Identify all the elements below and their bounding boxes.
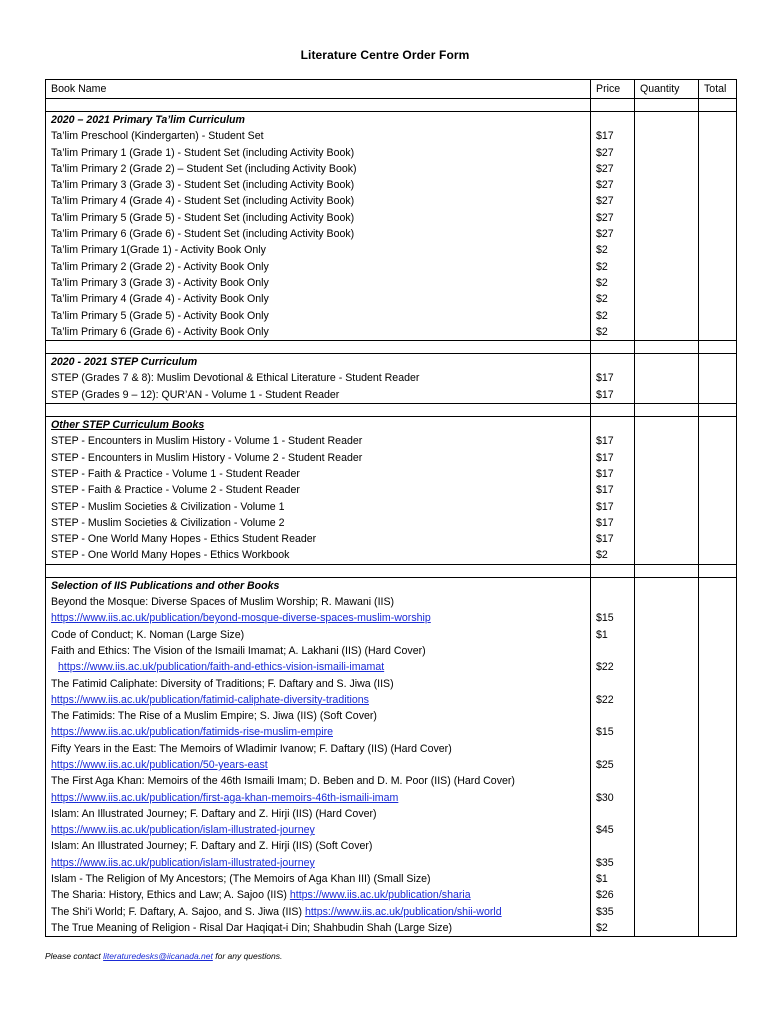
publication-link[interactable]: https://www.iis.ac.uk/publication/faith-and-ethics-vision-ismaili-imamat xyxy=(58,661,385,674)
book-title xyxy=(51,161,585,177)
book-title xyxy=(51,515,585,531)
book-price: $26 xyxy=(596,889,614,902)
book-price: $1 xyxy=(596,628,608,641)
footer-suffix: for any questions. xyxy=(212,951,283,961)
section-block xyxy=(46,112,737,341)
book-title-text: STEP - Encounters in Muslim History - Volume 1 - Student Reader xyxy=(51,435,363,448)
spacer-row xyxy=(46,564,737,577)
publication-link[interactable]: https://www.iis.ac.uk/publication/islam-illustrated-journey xyxy=(51,824,315,837)
spacer-cell xyxy=(591,341,635,354)
price-spacer xyxy=(596,594,629,610)
book-price: $17 xyxy=(596,130,614,143)
book-title xyxy=(51,806,585,822)
book-title xyxy=(51,291,585,307)
book-cell xyxy=(46,417,591,565)
book-title xyxy=(51,226,585,242)
price-spacer xyxy=(596,354,629,370)
book-price: $2 xyxy=(596,276,608,289)
spacer-cell xyxy=(591,404,635,417)
book-title xyxy=(51,177,585,193)
spacer-cell xyxy=(635,341,699,354)
price-spacer xyxy=(596,838,629,854)
book-price: $2 xyxy=(596,325,608,338)
spacer-cell xyxy=(46,404,591,417)
book-title-text: Ta’lim Primary 2 (Grade 2) – Student Set (including Activity Book) xyxy=(51,162,357,175)
book-title-text: The Fatimids: The Rise of a Muslim Empire; S. Jiwa (IIS) (Soft Cover) xyxy=(51,710,377,723)
book-link-line xyxy=(51,610,585,626)
book-title-text: Ta’lim Primary 5 (Grade 5) - Student Set (including Activity Book) xyxy=(51,211,355,224)
quantity-cell[interactable] xyxy=(635,112,699,341)
spacer-cell xyxy=(635,404,699,417)
book-title xyxy=(51,741,585,757)
book-title-text: Beyond the Mosque: Diverse Spaces of Muslim Worship; R. Mawani (IIS) xyxy=(51,596,395,609)
contact-email-link[interactable]: literaturedesks@iicanada.net xyxy=(103,951,213,961)
section-block xyxy=(46,417,737,565)
book-title-text: STEP (Grades 9 – 12): QUR’AN - Volume 1 - Student Reader xyxy=(51,388,340,401)
spacer-cell xyxy=(635,99,699,112)
book-price: $2 xyxy=(596,293,608,306)
book-title-text: Ta’lim Primary 4 (Grade 4) - Activity Book Only xyxy=(51,293,269,306)
spacer-cell xyxy=(699,341,737,354)
price-spacer xyxy=(596,806,629,822)
book-title xyxy=(51,242,585,258)
publication-link[interactable]: https://www.iis.ac.uk/publication/fatimids-rise-muslim-empire xyxy=(51,726,333,739)
book-title xyxy=(51,643,585,659)
book-title xyxy=(51,193,585,209)
book-title xyxy=(51,920,585,936)
book-price: $2 xyxy=(596,260,608,273)
footer-prefix: Please contact xyxy=(45,951,104,961)
book-title xyxy=(51,450,585,466)
book-price: $2 xyxy=(596,309,608,322)
price-spacer xyxy=(596,741,629,757)
book-title xyxy=(51,627,585,643)
book-title xyxy=(51,838,585,854)
book-title xyxy=(51,466,585,482)
order-body xyxy=(46,99,737,937)
book-price: $22 xyxy=(596,693,614,706)
book-title-text: Ta’lim Primary 6 (Grade 6) - Student Set (including Activity Book) xyxy=(51,228,355,241)
book-title xyxy=(51,871,585,887)
book-link-line xyxy=(51,724,585,740)
section-title: 2020 - 2021 STEP Curriculum xyxy=(51,356,198,369)
price-cell xyxy=(591,417,635,565)
publication-link[interactable]: https://www.iis.ac.uk/publication/fatimid-caliphate-diversity-traditions xyxy=(51,693,369,706)
book-title-text: Ta’lim Primary 3 (Grade 3) - Activity Book Only xyxy=(51,276,269,289)
book-price: $35 xyxy=(596,856,614,869)
book-price: $17 xyxy=(596,516,614,529)
total-header: Total xyxy=(699,80,737,99)
total-cell xyxy=(699,417,737,565)
publication-link[interactable]: https://www.iis.ac.uk/publication/shii-world xyxy=(304,905,502,918)
book-link-line xyxy=(51,757,585,773)
book-price: $15 xyxy=(596,726,614,739)
book-price: $2 xyxy=(596,549,608,562)
price-header: Price xyxy=(591,80,635,99)
header-row xyxy=(46,80,737,99)
book-title-text: The Shi’i World; F. Daftary, A. Sajoo, and S. Jiwa (IIS) xyxy=(51,905,305,918)
quantity-cell[interactable] xyxy=(635,577,699,937)
total-cell xyxy=(699,354,737,404)
book-price: $30 xyxy=(596,791,614,804)
book-title xyxy=(51,259,585,275)
book-price: $27 xyxy=(596,162,614,175)
book-name-header: Book Name xyxy=(46,80,591,99)
book-link-line xyxy=(51,855,585,871)
book-price: $27 xyxy=(596,228,614,241)
publication-link[interactable]: https://www.iis.ac.uk/publication/sharia xyxy=(289,889,471,902)
publication-link[interactable]: https://www.iis.ac.uk/publication/islam-illustrated-journey xyxy=(51,856,315,869)
quantity-cell[interactable] xyxy=(635,417,699,565)
book-title-text: Ta’lim Preschool (Kindergarten) - Student Set xyxy=(51,130,264,143)
book-price: $27 xyxy=(596,211,614,224)
book-price: $17 xyxy=(596,500,614,513)
book-price: $27 xyxy=(596,195,614,208)
price-spacer xyxy=(596,676,629,692)
price-cell xyxy=(591,354,635,404)
spacer-cell xyxy=(635,564,699,577)
book-title xyxy=(51,676,585,692)
book-price: $27 xyxy=(596,146,614,159)
book-title-text: The Fatimid Caliphate: Diversity of Traditions; F. Daftary and S. Jiwa (IIS) xyxy=(51,677,394,690)
book-title xyxy=(51,708,585,724)
book-title xyxy=(51,433,585,449)
book-title-text: Ta’lim Primary 4 (Grade 4) - Student Set (including Activity Book) xyxy=(51,195,355,208)
price-cell xyxy=(591,112,635,341)
book-price: $17 xyxy=(596,388,614,401)
book-price: $45 xyxy=(596,824,614,837)
section-title: Other STEP Curriculum Books xyxy=(51,419,205,432)
book-price: $17 xyxy=(596,451,614,464)
book-title-text: Code of Conduct; K. Noman (Large Size) xyxy=(51,628,245,641)
book-link-line xyxy=(51,822,585,838)
book-title xyxy=(51,308,585,324)
spacer-cell xyxy=(46,564,591,577)
book-title xyxy=(51,275,585,291)
spacer-row xyxy=(46,341,737,354)
book-title xyxy=(51,773,585,789)
price-cell xyxy=(591,577,635,937)
spacer-cell xyxy=(46,99,591,112)
book-title-text: Islam - The Religion of My Ancestors; (The Memoirs of Aga Khan III) (Small Size) xyxy=(51,873,431,886)
book-price: $17 xyxy=(596,533,614,546)
total-cell xyxy=(699,577,737,937)
book-title-text: STEP - Faith & Practice - Volume 2 - Student Reader xyxy=(51,484,300,497)
book-title xyxy=(51,531,585,547)
book-title-text: Ta’lim Primary 6 (Grade 6) - Activity Book Only xyxy=(51,325,269,338)
spacer-cell xyxy=(699,564,737,577)
book-price: $17 xyxy=(596,484,614,497)
book-price: $2 xyxy=(596,244,608,257)
footer-note xyxy=(45,951,282,961)
spacer-cell xyxy=(699,404,737,417)
spacer-cell xyxy=(591,564,635,577)
book-title xyxy=(51,370,585,386)
book-title-text: Islam: An Illustrated Journey; F. Daftary and Z. Hirji (IIS) (Soft Cover) xyxy=(51,840,373,853)
book-title-text: STEP - Muslim Societies & Civilization - Volume 2 xyxy=(51,516,285,529)
book-cell xyxy=(46,577,591,937)
book-title-text: STEP - Faith & Practice - Volume 1 - Student Reader xyxy=(51,467,300,480)
book-title xyxy=(51,499,585,515)
book-cell xyxy=(46,354,591,404)
page-title: Literature Centre Order Form xyxy=(300,48,470,62)
book-price: $17 xyxy=(596,372,614,385)
book-title-text: Ta’lim Primary 1 (Grade 1) - Student Set (including Activity Book) xyxy=(51,146,355,159)
book-title xyxy=(51,904,585,920)
book-title xyxy=(51,482,585,498)
spacer-row xyxy=(46,404,737,417)
book-title xyxy=(51,594,585,610)
book-price: $15 xyxy=(596,612,614,625)
book-link-line xyxy=(51,659,585,675)
price-spacer xyxy=(596,112,629,128)
book-title-text: The Sharia: History, Ethics and Law; A. Sajoo (IIS) xyxy=(51,889,290,902)
book-price: $35 xyxy=(596,905,614,918)
spacer-row xyxy=(46,99,737,112)
book-title-text: Ta’lim Primary 2 (Grade 2) - Activity Book Only xyxy=(51,260,269,273)
section-block xyxy=(46,577,737,937)
book-title xyxy=(51,887,585,903)
price-spacer xyxy=(596,708,629,724)
section-block xyxy=(46,354,737,404)
book-title-text: The First Aga Khan: Memoirs of the 46th Ismaili Imam; D. Beben and D. M. Poor (IIS) (Hard Cover) xyxy=(51,775,515,788)
book-title-text: Ta’lim Primary 3 (Grade 3) - Student Set (including Activity Book) xyxy=(51,179,355,192)
book-title-text: Ta’lim Primary 1(Grade 1) - Activity Book Only xyxy=(51,244,266,257)
price-spacer xyxy=(596,578,629,594)
book-title-text: STEP - Muslim Societies & Civilization - Volume 1 xyxy=(51,500,285,513)
book-price: $22 xyxy=(596,661,614,674)
price-spacer xyxy=(596,773,629,789)
book-price: $17 xyxy=(596,435,614,448)
book-title-text: Fifty Years in the East: The Memoirs of Wladimir Ivanow; F. Daftary (IIS) (Hard Cover) xyxy=(51,742,452,755)
spacer-cell xyxy=(699,99,737,112)
book-price: $1 xyxy=(596,873,608,886)
book-title-text: STEP (Grades 7 & 8): Muslim Devotional & Ethical Literature - Student Reader xyxy=(51,372,420,385)
order-table xyxy=(45,79,737,937)
book-link-line xyxy=(51,692,585,708)
book-title xyxy=(51,324,585,340)
book-title xyxy=(51,547,585,563)
book-link-line xyxy=(51,790,585,806)
spacer-cell xyxy=(591,99,635,112)
book-price: $17 xyxy=(596,467,614,480)
quantity-cell[interactable] xyxy=(635,354,699,404)
book-title xyxy=(51,210,585,226)
book-price: $25 xyxy=(596,758,614,771)
book-title xyxy=(51,387,585,403)
spacer-cell xyxy=(46,341,591,354)
book-title-text: Faith and Ethics: The Vision of the Ismaili Imamat; A. Lakhani (IIS) (Hard Cover) xyxy=(51,644,426,657)
section-title: Selection of IIS Publications and other Books xyxy=(51,579,280,592)
book-title xyxy=(51,128,585,144)
section-title: 2020 – 2021 Primary Ta’lim Curriculum xyxy=(51,114,245,126)
book-cell xyxy=(46,112,591,341)
book-title-text: STEP - Encounters in Muslim History - Volume 2 - Student Reader xyxy=(51,451,363,464)
publication-link[interactable]: https://www.iis.ac.uk/publication/first-aga-khan-memoirs-46th-ismaili-imam xyxy=(51,791,399,804)
book-price: $27 xyxy=(596,179,614,192)
book-title-text: The True Meaning of Religion - Risal Dar Haqiqat-i Din; Shahbudin Shah (Large Size) xyxy=(51,921,453,934)
book-title-text: Ta’lim Primary 5 (Grade 5) - Activity Book Only xyxy=(51,309,269,322)
publication-link[interactable]: https://www.iis.ac.uk/publication/beyond-mosque-diverse-spaces-muslim-worship xyxy=(51,612,431,625)
book-title-text: Islam: An Illustrated Journey; F. Daftary and Z. Hirji (IIS) (Hard Cover) xyxy=(51,807,377,820)
book-title-text: STEP - One World Many Hopes - Ethics Workbook xyxy=(51,549,290,562)
total-cell xyxy=(699,112,737,341)
publication-link[interactable]: https://www.iis.ac.uk/publication/50-years-east xyxy=(51,758,268,771)
price-spacer xyxy=(596,643,629,659)
book-title-text: STEP - One World Many Hopes - Ethics Student Reader xyxy=(51,533,317,546)
quantity-header: Quantity xyxy=(635,80,699,99)
book-title xyxy=(51,145,585,161)
price-spacer xyxy=(596,417,629,433)
book-price: $2 xyxy=(596,921,608,934)
